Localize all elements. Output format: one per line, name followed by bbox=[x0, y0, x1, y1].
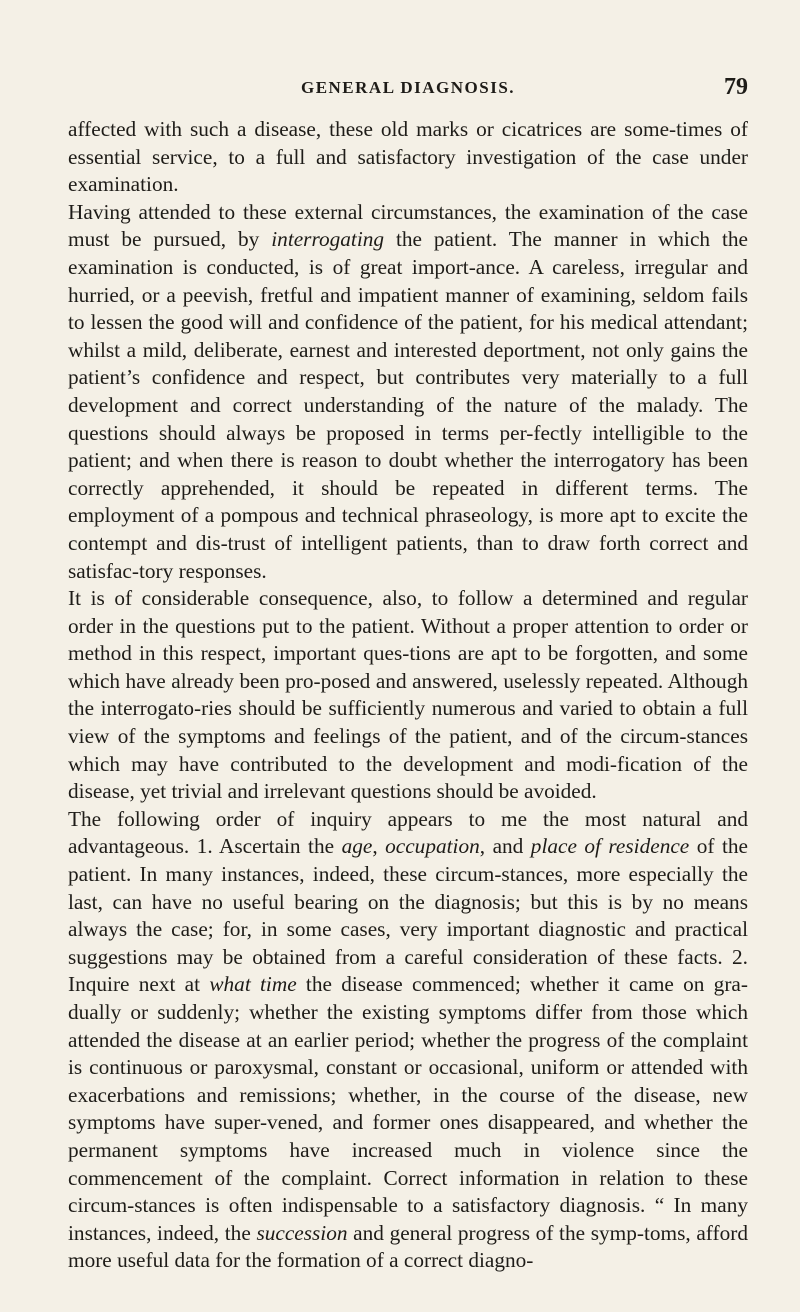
paragraph-order bbox=[68, 585, 748, 806]
emphasis-succession: succession bbox=[256, 1220, 348, 1245]
page-header bbox=[68, 74, 748, 108]
emphasis-interrogating: interrogating bbox=[271, 227, 385, 252]
paragraph-continuation bbox=[68, 116, 748, 199]
emphasis-age: age bbox=[341, 834, 373, 859]
paragraph-4-text-b: , bbox=[372, 834, 386, 859]
paragraph-4-text-c: , and bbox=[479, 834, 531, 859]
page-number: 79 bbox=[724, 74, 748, 100]
paragraph-2-text-a: Having attended to these external circumstances, the examination of the case must be pursued, by bbox=[68, 199, 748, 252]
emphasis-occupation: occupation bbox=[385, 834, 480, 859]
paragraph-interrogating bbox=[68, 199, 748, 585]
paragraph-1-text: affected with such a disease, these old marks or cicatrices are some-times of essential service, to a full and satisfactory investigation of the case under examination. bbox=[68, 117, 748, 197]
paragraph-4-text-e: the disease commenced; whether it came on gra-dually or suddenly; whether the existing symptoms differ from those which attended the disease at an earlier period; whether the progress of the complaint is continuous or paroxysmal, constant or occasional, uniform or attended with exacerbations and remissions; whether, in the course of the disease, new symptoms have super-vened, and former ones disappeared, and whether the permanent symptoms have increased much in violence since the commencement of the complaint. Correct information in relation to these circum-stances is often indispensable to a satisfactory diagnosis. “ In many instances, indeed, the bbox=[68, 972, 748, 1245]
paragraph-4-text-f: and general progress of the symp-toms, afford more useful data for the formation of a correct diagno- bbox=[68, 1220, 748, 1273]
body-text bbox=[68, 116, 748, 1275]
emphasis-place-of-residence: place of residence bbox=[530, 834, 690, 859]
paragraph-2-text-b: the patient. The manner in which the examination is conducted, is of great import-ance. A careless, irregular and hurried, or a peevish, fretful and impatient manner of examining, seldom fails to lessen the good will and confidence of the patient, for his medical attendant; whilst a mild, deliberate, earnest and interested deportment, not only gains the patient’s confidence and respect, but contributes very materially to a full development and correct understanding of the nature of the malady. The questions should always be proposed in terms per-fectly intelligible to the patient; and when there is reason to doubt whether the interrogatory has been correctly apprehended, it should be repeated in different terms. The employment of a pompous and technical phraseology, is more apt to excite the contempt and dis-trust of intelligent patients, than to draw forth correct and satisfac-tory responses. bbox=[68, 227, 748, 583]
paragraph-4-text-a: The following order of inquiry appears to me the most natural and advantageous. 1. Ascertain the bbox=[68, 806, 748, 859]
emphasis-what-time: what time bbox=[209, 972, 297, 997]
paragraph-3-text: It is of considerable consequence, also, to follow a determined and regular order in the questions put to the patient. Without a proper attention to order or method in this respect, important ques-tions are apt to be forgotten, and some which have already been pro-posed and answered, uselessly repeated. Although the interrogato-ries should be sufficiently numerous and varied to obtain a full view of the symptoms and feelings of the patient, and of the circum-stances which may have contributed to the development and modi-fication of the disease, yet trivial and irrelevant questions should be avoided. bbox=[68, 586, 748, 804]
paragraph-4-text-d: of the patient. In many instances, indeed, these circum-stances, more especially the last, can have no useful bearing on the diagnosis; but this is by no means always the case; for, in some cases, very important diagnostic and practical suggestions may be obtained from a careful consideration of these facts. 2. Inquire next at bbox=[68, 834, 748, 997]
running-title: GENERAL DIAGNOSIS. bbox=[300, 78, 516, 97]
paragraph-inquiry bbox=[68, 806, 748, 1275]
